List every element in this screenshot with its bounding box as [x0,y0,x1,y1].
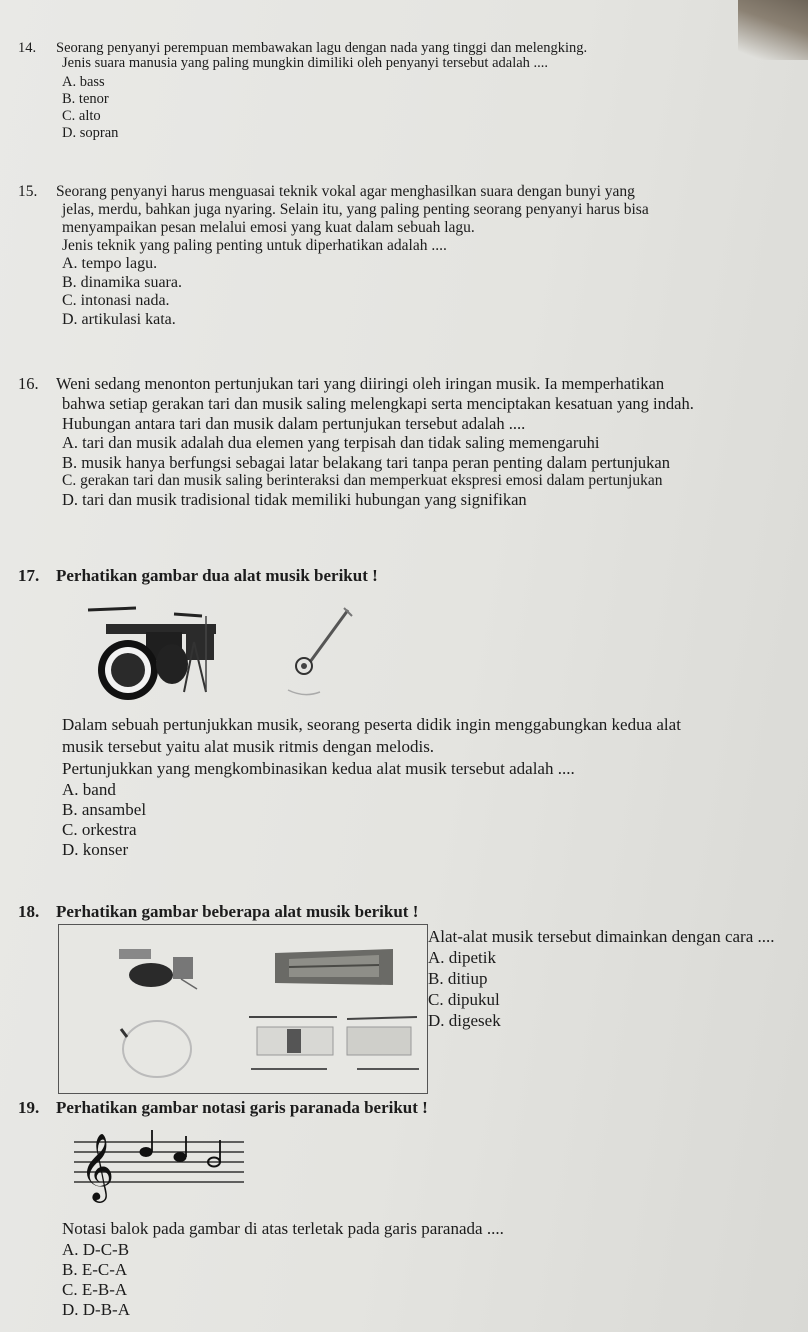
option-d[interactable]: D. D-B-A [62,1300,130,1320]
drum-set-icon [86,602,226,704]
question-19-body [18,1218,798,1320]
question-stem-line: Seorang penyanyi perempuan membawakan lagu dengan nada yang tinggi dan melengking. [56,40,588,56]
option-a[interactable]: A. D-C-B [62,1240,130,1260]
question-stem-line: Jenis suara manusia yang paling mungkin dimiliki oleh penyanyi tersebut adalah .... [62,55,549,71]
question-17-body [18,714,798,860]
question-stem-line: bahwa setiap gerakan tari dan musik saling melengkapi serta menciptakan kesatuan yang indah. [62,393,694,413]
kendang-icon [247,1011,423,1073]
question-stem-line: Weni sedang menonton pertunjukan tari yang diiringi oleh iringan musik. Ia memperhatikan [56,374,665,393]
question-stem-line: Seorang penyanyi harus menguasai teknik vokal agar menghasilkan suara dengan bunyi yang [56,183,635,200]
tambourine-icon [117,1009,197,1081]
option-a[interactable]: A. dipetik [428,948,496,968]
question-18-options [428,926,775,1031]
option-d[interactable]: D. tari dan musik tradisional tidak memiliki hubungan yang signifikan [62,490,527,510]
option-a[interactable]: A. band [62,780,116,800]
drum-icon [111,943,207,993]
question-15 [18,183,798,330]
option-a[interactable]: A. tari dan musik adalah dua elemen yang terpisah dan tidak saling memengaruhi [62,433,600,453]
option-c[interactable]: C. intonasi nada. [62,292,170,310]
question-number: 18. [18,902,40,921]
question-number: 15. [18,183,38,200]
option-a[interactable]: A. bass [62,74,105,90]
guitar-icon [284,606,354,696]
question-18 [18,902,798,922]
option-a[interactable]: A. tempo lagu. [62,255,158,272]
question-stem: Notasi balok pada gambar di atas terletak pada garis paranada .... [62,1219,504,1238]
option-b[interactable]: B. tenor [62,90,109,107]
option-b[interactable]: B. ansambel [62,800,147,820]
question-number: 19. [18,1098,40,1117]
question-heading: Perhatikan gambar dua alat musik berikut ! [56,566,378,585]
question-stem-line: musik tersebut yaitu alat musik ritmis dengan melodis. [62,737,435,757]
option-c[interactable]: C. dipukul [428,990,500,1010]
question-stem-line: Dalam sebuah pertunjukkan musik, seorang peserta didik ingin menggabungkan kedua alat [62,715,681,734]
question-number: 16. [18,374,39,393]
question-heading: Perhatikan gambar notasi garis paranada berikut ! [56,1098,428,1117]
question-stem-line: Hubungan antara tari dan musik dalam pertunjukan tersebut adalah .... [62,413,526,433]
treble-clef-icon: 𝄞 [80,1132,115,1200]
question-stem-line: Pertunjukkan yang mengkombinasikan kedua alat musik tersebut adalah .... [62,759,575,779]
question-number: 14. [18,40,37,56]
option-b[interactable]: B. ditiup [428,969,488,989]
question-stem-line: jelas, merdu, bahkan juga nyaring. Selain itu, yang paling penting seorang penyanyi harus bisa [62,201,649,218]
option-d[interactable]: D. konser [62,839,129,859]
instrument-figure [58,924,428,1094]
question-14 [18,40,798,142]
option-c[interactable]: C. alto [62,107,101,124]
question-16 [18,374,798,509]
option-d[interactable]: D. digesek [428,1011,501,1031]
option-c[interactable]: C. orkestra [62,820,137,840]
option-b[interactable]: B. E-C-A [62,1260,128,1280]
question-stem-line: Jenis teknik yang paling penting untuk diperhatikan adalah .... [62,237,447,254]
option-b[interactable]: B. musik hanya berfungsi sebagai latar belakang tari tanpa peran penting dalam pertunjukan [62,452,671,472]
question-number: 17. [18,566,40,585]
question-stem-line: menyampaikan pesan melalui emosi yang kuat dalam sebuah lagu. [62,219,475,236]
question-heading: Perhatikan gambar beberapa alat musik berikut ! [56,902,419,921]
question-stem: Alat-alat musik tersebut dimainkan dengan cara .... [428,927,775,946]
option-d[interactable]: D. artikulasi kata. [62,311,176,329]
question-17 [18,566,798,586]
option-b[interactable]: B. dinamika suara. [62,273,182,291]
staff-notation-figure [72,1128,248,1212]
question-19 [18,1098,798,1118]
option-c[interactable]: C. gerakan tari dan musik saling berinteraksi dan memperkuat ekspresi emosi dalam pertunjukan [62,471,663,489]
gendang-icon [269,947,399,991]
option-c[interactable]: C. E-B-A [62,1280,128,1300]
option-d[interactable]: D. sopran [62,124,119,141]
